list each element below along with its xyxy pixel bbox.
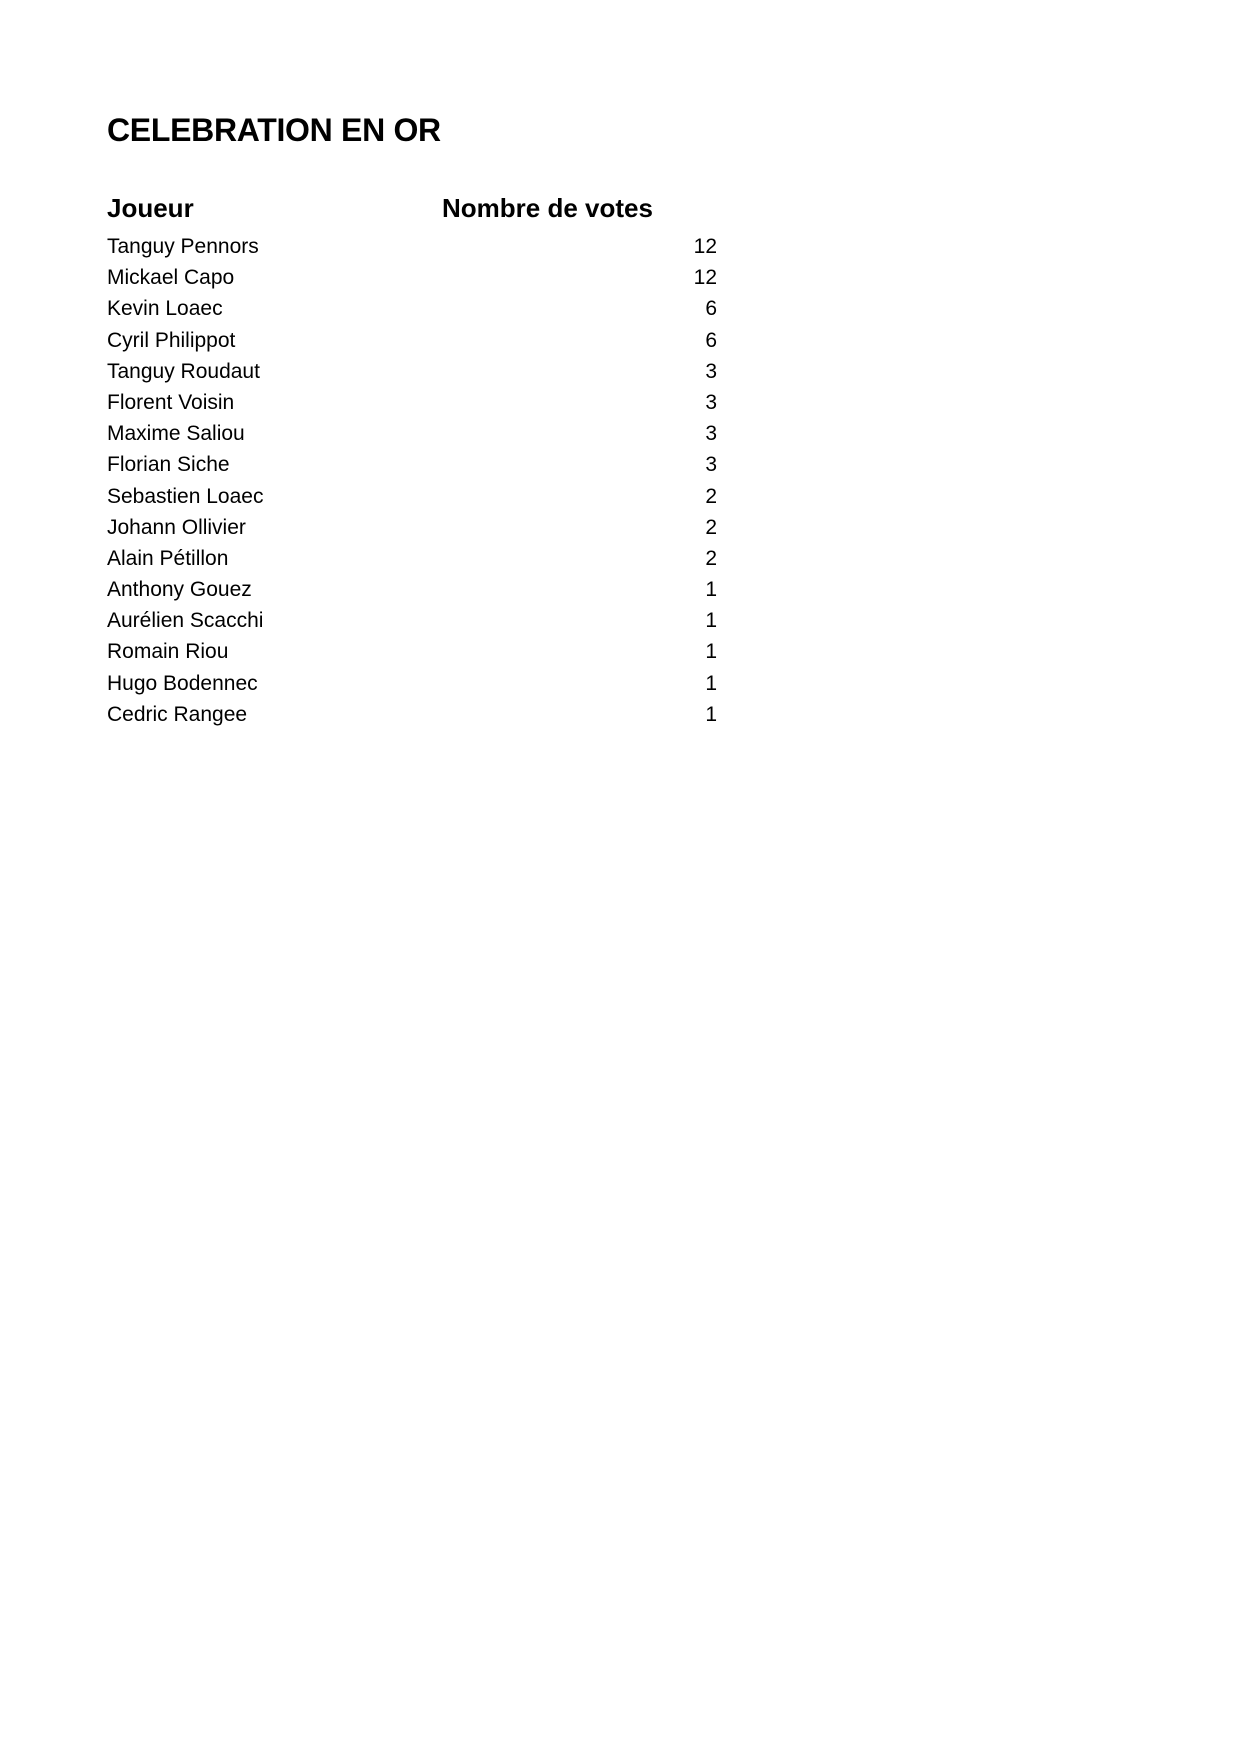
table-row [107, 356, 717, 387]
vote-count: 6 [705, 297, 717, 321]
player-name: Florent Voisin [107, 390, 235, 414]
table-row [107, 262, 717, 293]
player-name: Cedric Rangee [107, 702, 248, 726]
vote-count: 2 [705, 546, 717, 570]
vote-count: 3 [705, 453, 717, 477]
vote-count: 3 [705, 422, 717, 446]
table-row [107, 543, 717, 574]
vote-count: 6 [705, 328, 717, 352]
table-row [107, 574, 717, 605]
vote-count: 1 [705, 702, 717, 726]
player-name: Hugo Bodennec [107, 671, 258, 695]
player-name: Kevin Loaec [107, 297, 223, 321]
player-name: Alain Pétillon [107, 546, 229, 570]
player-name: Florian Siche [107, 453, 230, 477]
vote-count: 2 [705, 515, 717, 539]
table-row [107, 449, 717, 480]
table-header [107, 193, 717, 231]
vote-count: 1 [705, 640, 717, 664]
vote-count: 1 [705, 609, 717, 633]
vote-count: 1 [705, 578, 717, 602]
player-name: Mickael Capo [107, 266, 235, 290]
player-name: Romain Riou [107, 640, 229, 664]
vote-count: 12 [693, 266, 717, 290]
table-row [107, 636, 717, 667]
page-title: CELEBRATION EN OR [107, 112, 441, 148]
table-body [107, 231, 717, 730]
table-row [107, 605, 717, 636]
player-name: Aurélien Scacchi [107, 609, 264, 633]
player-name: Maxime Saliou [107, 422, 245, 446]
vote-count: 3 [705, 390, 717, 414]
table-row [107, 387, 717, 418]
table-row [107, 668, 717, 699]
table-row [107, 512, 717, 543]
player-name: Tanguy Pennors [107, 235, 259, 258]
player-name: Johann Ollivier [107, 515, 246, 539]
votes-table [107, 193, 717, 726]
vote-count: 3 [705, 359, 717, 383]
player-name: Tanguy Roudaut [107, 359, 260, 383]
table-row [107, 325, 717, 356]
player-name: Cyril Philippot [107, 328, 236, 352]
player-name: Anthony Gouez [107, 578, 252, 602]
vote-count: 2 [705, 484, 717, 508]
table-row [107, 699, 717, 730]
table-row [107, 231, 717, 262]
header-votes: Nombre de votes [442, 193, 653, 223]
vote-count: 12 [693, 235, 717, 258]
table-row [107, 293, 717, 324]
header-player: Joueur [107, 193, 194, 223]
table-row [107, 481, 717, 512]
vote-count: 1 [705, 671, 717, 695]
player-name: Sebastien Loaec [107, 484, 264, 508]
table-row [107, 418, 717, 449]
